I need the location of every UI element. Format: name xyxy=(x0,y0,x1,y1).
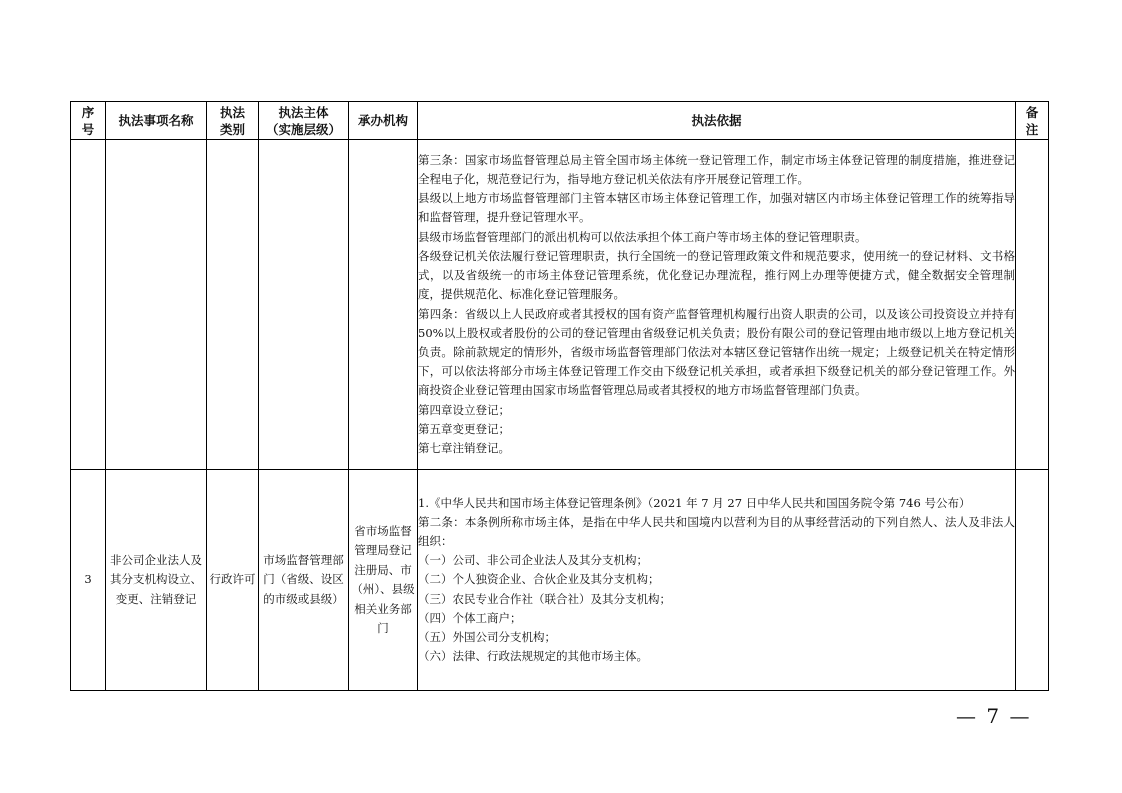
header-remarks xyxy=(1016,102,1049,140)
header-agency: 承办机构 xyxy=(349,102,418,140)
basis-paragraph: 县级以上地方市场监督管理部门主管本辖区市场主体登记管理工作，加强对辖区内市场主体登记管理工作的统筹指导和监督管理，提升登记管理水平。 xyxy=(418,191,1015,225)
page-number: — 7 — xyxy=(956,704,1032,728)
basis-paragraph: 第四条：省级以上人民政府或者其授权的国有资产监督管理机构履行出资人职责的公司，以及该公司投资设立并持有50%以上股权或者股份的公司的登记管理由省级登记机关负责；股份有限公司的登记管理由地市级以上地方登记机关负责。除前款规定的情形外，省级市场监督管理部门依法对本辖区登记管辖作出统一规定；上级登记机关在特定情形下，可以依法将部分市场主体登记管理工作交由下级登记机关承担，或者承担下级登记机关的部分登记管理工作。外商投资企业登记管理由国家市场监督管理总局或者其授权的地方市场监督管理部门负责。 xyxy=(418,306,1015,398)
header-seq xyxy=(71,102,106,140)
header-category xyxy=(207,102,259,140)
header-basis: 执法依据 xyxy=(418,102,1016,140)
cell-category xyxy=(207,140,259,470)
header-remarks-line1: 备 xyxy=(1025,104,1039,120)
basis-paragraph: 各级登记机关依法履行登记管理职责，执行全国统一的登记管理政策文件和规范要求，使用统一的登记材料、文书格式，以及省级统一的市场主体登记管理系统，优化登记办理流程，推行网上办理等便捷方式，健全数据安全管理制度，提供规范化、标准化登记管理服务。 xyxy=(418,248,1015,302)
header-item-name: 执法事项名称 xyxy=(106,102,207,140)
basis-paragraph: （一）公司、非公司企业法人及其分支机构； xyxy=(418,553,648,568)
law-enforcement-table xyxy=(70,101,1049,691)
table-row xyxy=(71,140,1049,470)
cell-basis xyxy=(418,140,1016,470)
cell-seq xyxy=(71,140,106,470)
table-row xyxy=(71,470,1049,691)
header-subject xyxy=(259,102,349,140)
header-category-line2: 类别 xyxy=(219,121,245,137)
basis-paragraph: 第七章注销登记。 xyxy=(418,440,510,455)
table-header-row xyxy=(71,102,1049,140)
header-subject-line2: （实施层级） xyxy=(265,121,341,137)
basis-paragraph: 1.《中华人民共和国市场主体登记管理条例》（2021 年 7 月 27 日中华人民共和国国务院令第 746 号公布） xyxy=(418,495,971,510)
basis-paragraph: （四）个体工商户； xyxy=(418,610,522,625)
basis-paragraph: （五）外国公司分支机构； xyxy=(418,630,556,644)
basis-paragraph: （二）个人独资企业、合伙企业及其分支机构； xyxy=(418,572,660,587)
basis-paragraph: 第二条：本条例所称市场主体，是指在中华人民共和国境内以营利为目的从事经营活动的下列自然人、法人及非法人组织： xyxy=(418,514,1015,548)
cell-item-name xyxy=(106,140,207,470)
header-seq-line1: 序 xyxy=(81,104,95,120)
cell-subject xyxy=(259,140,349,470)
basis-paragraph: （三）农民专业合作社（联合社）及其分支机构； xyxy=(418,591,671,606)
cell-remarks xyxy=(1016,470,1049,691)
cell-remarks xyxy=(1016,140,1049,470)
cell-category: 行政许可 xyxy=(207,470,259,691)
cell-agency: 省市场监督管理局登记注册局、市（州）、县级相关业务部门 xyxy=(349,470,418,691)
cell-seq: 3 xyxy=(71,470,106,691)
header-category-line1: 执法 xyxy=(219,104,245,120)
cell-item-name: 非公司企业法人及其分支机构设立、变更、注销登记 xyxy=(106,470,207,691)
basis-paragraph: 第四章设立登记； xyxy=(418,402,510,417)
header-subject-line1: 执法主体 xyxy=(278,104,329,120)
basis-paragraph: 县级市场监督管理部门的派出机构可以依法承担个体工商户等市场主体的登记管理职责。 xyxy=(418,229,867,244)
cell-basis xyxy=(418,470,1016,691)
basis-paragraph: 第三条：国家市场监督管理总局主管全国市场主体统一登记管理工作，制定市场主体登记管理的制度措施，推进登记全程电子化，规范登记行为，指导地方登记机关依法有序开展登记管理工作。 xyxy=(418,152,1015,187)
cell-subject: 市场监督管理部门（省级、设区的市级或县级） xyxy=(259,470,349,691)
basis-paragraph: （六）法律、行政法规规定的其他市场主体。 xyxy=(418,649,648,664)
cell-agency xyxy=(349,140,418,470)
header-seq-line2: 号 xyxy=(81,121,95,137)
header-remarks-line2: 注 xyxy=(1025,121,1039,137)
basis-paragraph: 第五章变更登记； xyxy=(418,421,510,436)
